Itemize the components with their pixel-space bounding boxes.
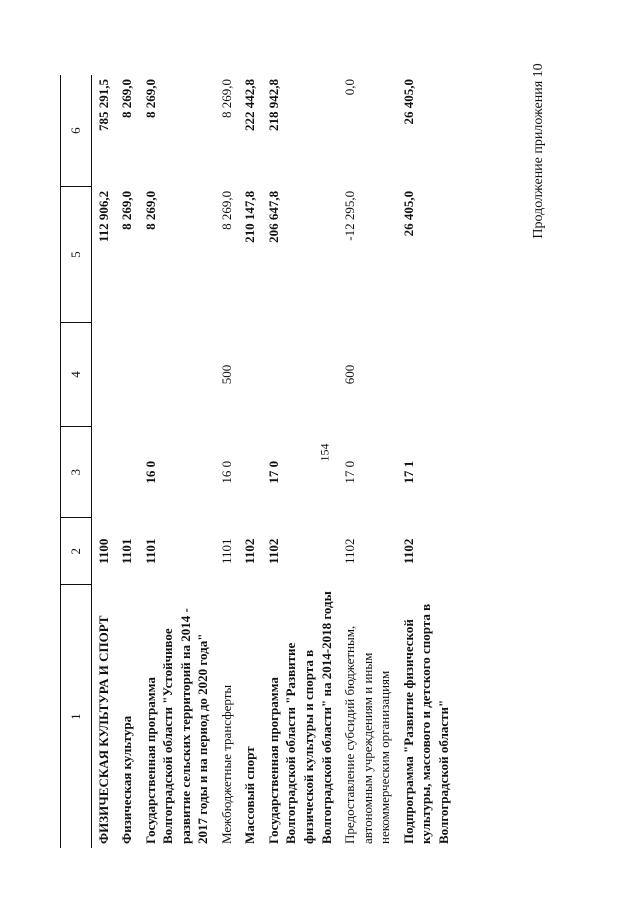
section-code-cell: 1101 <box>142 538 158 564</box>
expense-type-cell <box>262 322 338 426</box>
row-name-cell: Государственная программа Волгоградской области "Устойчивое развитие сельских территорий на 2014 - 2017 годы и на период до 2020 года" <box>142 608 211 844</box>
amount-2017-cell: 0,0 <box>342 79 358 96</box>
amount-2017-cell: 222 442,8 <box>242 79 258 131</box>
program-code-cell: 17 0 <box>265 460 281 484</box>
program-code-cell: 17 1 <box>400 460 416 484</box>
row-name-cell: Подпрограмма "Развитие физической культуры, массового и детского спорта в Волгоградской области" <box>400 603 451 844</box>
table-row <box>215 75 239 848</box>
program-code-cell <box>238 427 262 518</box>
budget-table-container <box>60 75 585 848</box>
amount-2017-cell: 8 269,0 <box>218 79 234 118</box>
row-name-cell: Предоставление субсидий бюджетным, автономным учреждениям и иным некоммерческим организациям <box>342 625 393 844</box>
expense-type-cell: 500 <box>218 364 234 385</box>
program-code-cell <box>115 427 139 518</box>
program-code-cell: 16 0 <box>218 460 234 484</box>
amount-2016-cell: 8 269,0 <box>218 190 234 230</box>
expense-type-cell <box>115 322 139 426</box>
section-code-cell: 1102 <box>242 538 258 564</box>
amount-2017-cell: 218 942,8 <box>265 79 281 131</box>
program-code-cell: 17 0 <box>342 460 358 484</box>
column-header: 3 <box>61 427 92 518</box>
column-header: 4 <box>61 322 92 426</box>
amount-2017-cell: 8 269,0 <box>142 79 158 118</box>
amount-2016-cell: 8 269,0 <box>142 190 158 230</box>
amount-2016-cell: 112 906,2 <box>95 190 111 243</box>
amount-2016-cell: 206 647,8 <box>265 190 281 243</box>
program-code-cell: 16 0 <box>142 460 158 484</box>
amount-2017-cell: 26 405,0 <box>400 79 416 125</box>
expense-type-cell <box>397 322 456 426</box>
column-header: 1 <box>61 585 92 848</box>
column-header: 2 <box>61 518 92 585</box>
table-row <box>262 75 338 848</box>
amount-2017-cell: 8 269,0 <box>119 79 135 118</box>
table-row <box>115 75 139 848</box>
program-code-cell <box>91 427 115 518</box>
row-name-cell: ФИЗИЧЕСКАЯ КУЛЬТУРА И СПОРТ <box>95 615 111 844</box>
amount-2016-cell: -12 295,0 <box>342 190 358 241</box>
table-header-row <box>61 75 92 848</box>
table-row <box>238 75 262 848</box>
page-number: 154 <box>317 443 332 462</box>
section-code-cell: 1101 <box>119 538 135 564</box>
budget-table <box>60 75 455 848</box>
continuation-text: Продолжение приложения 10 <box>531 63 546 239</box>
table-row <box>139 75 215 848</box>
row-name-cell: Физическая культура <box>119 715 135 844</box>
table-row <box>338 75 397 848</box>
column-header: 5 <box>61 187 92 322</box>
table-row <box>91 75 115 848</box>
expense-type-cell <box>238 322 262 426</box>
amount-2017-cell: 785 291,5 <box>95 79 111 131</box>
expense-type-cell: 600 <box>342 364 358 385</box>
amount-2016-cell: 8 269,0 <box>119 190 135 230</box>
expense-type-cell <box>139 322 215 426</box>
table-row <box>397 75 456 848</box>
section-code-cell: 1102 <box>342 538 358 565</box>
row-name-cell: Межбюджетные трансферты <box>218 684 234 844</box>
amount-2016-cell: 26 405,0 <box>400 190 416 237</box>
row-name-cell: Массовый спорт <box>242 746 258 844</box>
row-name-cell: Государственная программа Волгоградской области "Развитие физической культуры и спорта в Волгоградской области" на 2014-2018 годы <box>265 591 334 844</box>
section-code-cell: 1102 <box>400 538 416 564</box>
amount-2016-cell: 210 147,8 <box>242 190 258 243</box>
section-code-cell: 1101 <box>218 538 234 565</box>
section-code-cell: 1100 <box>95 538 111 564</box>
column-header: 6 <box>61 75 92 187</box>
section-code-cell: 1102 <box>265 538 281 564</box>
expense-type-cell <box>91 322 115 426</box>
